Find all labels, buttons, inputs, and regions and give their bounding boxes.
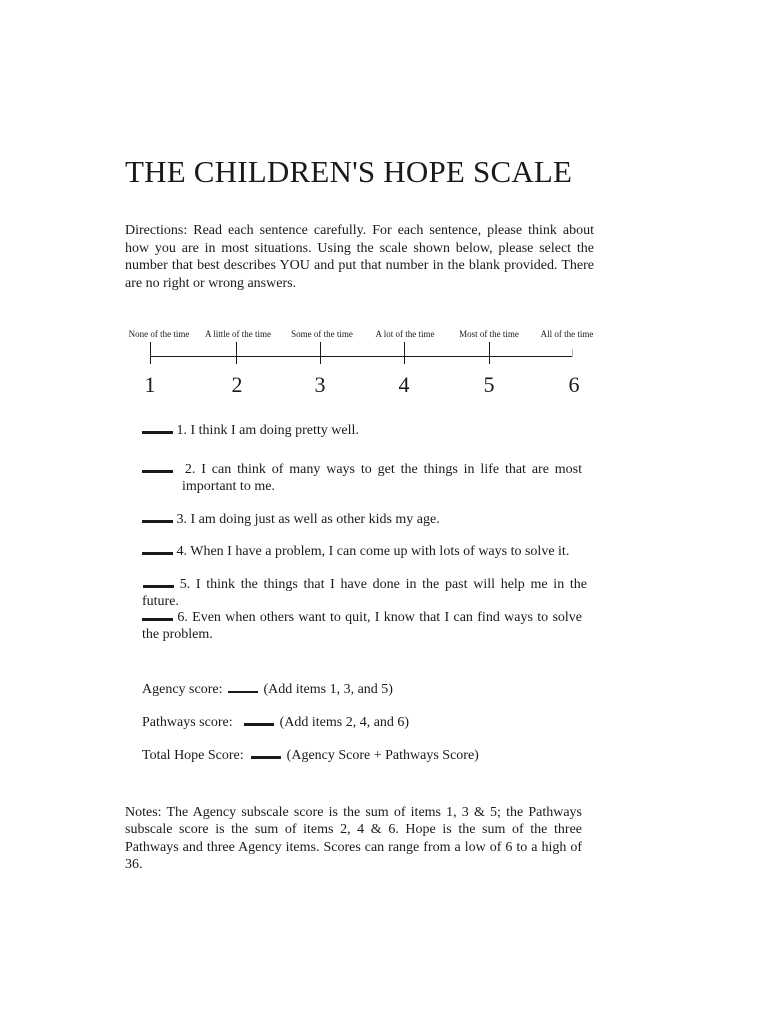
scale-number-3: 3 — [314, 372, 326, 397]
pathways-score-line — [142, 715, 409, 731]
scale-label-6: All of the time — [540, 329, 594, 339]
list-item — [142, 461, 582, 495]
list-item — [142, 609, 582, 643]
directions-text: Directions: Read each sentence carefully. For each sentence, please think about how you are in most situations. Using the scale shown below, please select the number that best describes YOU and put that number in the blank provided. There are no right or wrong answers. — [125, 223, 594, 291]
scale-tick-6 — [572, 349, 573, 357]
scale-label-5: Most of the time — [459, 329, 519, 339]
answer-blank[interactable] — [142, 520, 173, 523]
list-item — [142, 422, 582, 439]
item-text: 1. I think I am doing pretty well. — [176, 423, 359, 438]
item-text: 6. Even when others want to quit, I know that I can find ways to solve the problem. — [142, 610, 582, 642]
scale-tick-2 — [236, 342, 237, 364]
list-item — [142, 543, 582, 560]
scale-label-3: Some of the time — [291, 329, 353, 339]
scale-number-6: 6 — [568, 372, 580, 397]
item-text: 4. When I have a problem, I can come up with lots of ways to solve it. — [176, 544, 570, 559]
agency-score-line — [142, 682, 393, 698]
item-text: 3. I am doing just as well as other kids my age. — [176, 512, 440, 527]
agency-score-label: Agency score: — [142, 682, 223, 697]
list-item — [142, 576, 587, 610]
page-title: THE CHILDREN'S HOPE SCALE — [125, 154, 573, 189]
scale-number-1: 1 — [144, 372, 156, 397]
scale-label-2: A little of the time — [205, 329, 271, 339]
scale-label-4: A lot of the time — [375, 329, 435, 339]
list-item — [142, 511, 582, 528]
answer-blank[interactable] — [142, 618, 173, 621]
scale-tick-3 — [320, 342, 321, 364]
total-score-label: Total Hope Score: — [142, 748, 244, 763]
pathways-score-note: (Add items 2, 4, and 6) — [279, 715, 410, 730]
scale-tick-5 — [489, 342, 490, 364]
scale-tick-4 — [404, 342, 405, 364]
scale-axis-line — [150, 356, 573, 357]
answer-blank[interactable] — [142, 470, 173, 473]
scale-number-2: 2 — [231, 372, 243, 397]
pathways-score-label: Pathways score: — [142, 715, 233, 730]
pathways-score-blank[interactable] — [244, 723, 274, 726]
answer-blank[interactable] — [143, 585, 174, 588]
scale-number-5: 5 — [483, 372, 495, 397]
scale-number-4: 4 — [398, 372, 410, 397]
agency-score-blank[interactable] — [228, 691, 258, 693]
total-score-line — [142, 748, 479, 764]
scale-label-1: None of the time — [128, 329, 190, 339]
agency-score-note: (Add items 1, 3, and 5) — [263, 682, 393, 697]
item-text: 2. I can think of many ways to get the things in life that are most important to me. — [182, 462, 582, 494]
item-text: 5. I think the things that I have done in the past will help me in the future. — [142, 577, 588, 609]
scale-tick-1 — [150, 342, 151, 364]
total-score-note: (Agency Score + Pathways Score) — [286, 748, 479, 763]
total-score-blank[interactable] — [251, 756, 281, 759]
answer-blank[interactable] — [142, 431, 173, 434]
notes-text: Notes: The Agency subscale score is the sum of items 1, 3 & 5; the Pathways subscale score is the sum of items 2, 4 & 6. Hope is the sum of the three Pathways and three Agency items. Scores can range from a low of 6 to a high of 36. — [125, 805, 582, 872]
answer-blank[interactable] — [142, 552, 173, 555]
